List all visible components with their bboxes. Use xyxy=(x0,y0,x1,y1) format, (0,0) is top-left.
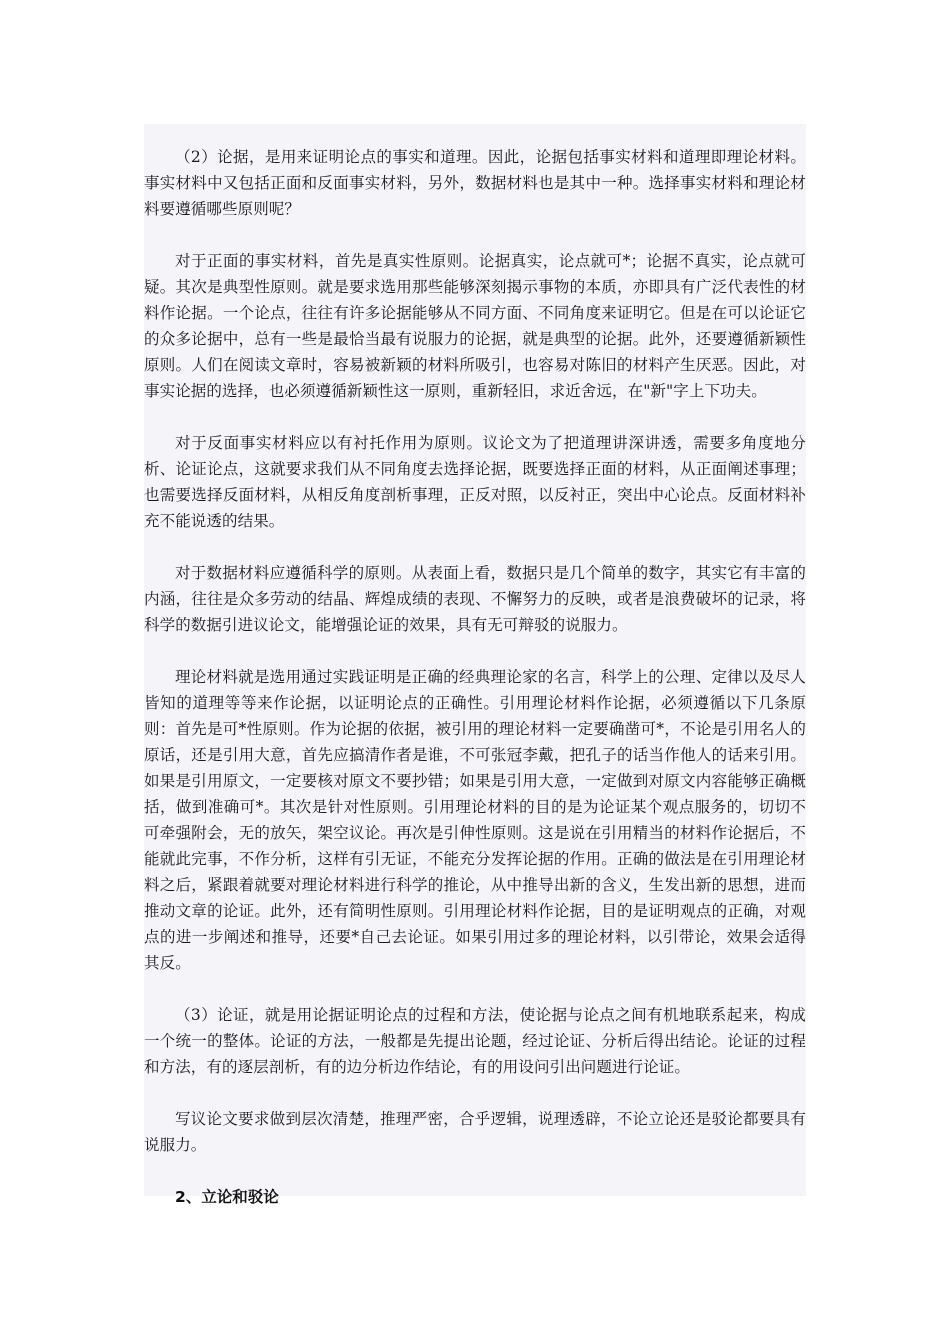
paragraph-arguments-definition: （2）论据，是用来证明论点的事实和道理。因此，论据包括事实材料和道理即理论材料。事实材料中又包括正面和反面事实材料，另外，数据材料也是其中一种。选择事实材料和理论材料要遵循哪些原则呢？ xyxy=(144,148,806,218)
paragraph-positive-facts: 对于正面的事实材料，首先是真实性原则。论据真实，论点就可*；论据不真实，论点就可疑。其次是典型性原则。就是要求选用那些能够深刻揭示事物的本质，亦即具有广泛代表性的材料作论据。一个论点，往往有许多论据能够从不同方面、不同角度来证明它。但是在可以论证它的众多论据中，总有一些是最恰当最有说服力的论据，就是典型的论据。此外，还要遵循新颖性原则。人们在阅读文章时，容易被新颖的材料所吸引，也容易对陈旧的材料产生厌恶。因此，对事实论据的选择，也必须遵循新颖性这一原则，重新轻旧，求近舍远，在"新"字上下功夫。 xyxy=(144,252,806,400)
paragraph-theory-materials: 理论材料就是选用通过实践证明是正确的经典理论家的名言，科学上的公理、定律以及尽人皆知的道理等等来作论据，以证明论点的正确性。引用理论材料作论据，必须遵循以下几条原则：首先是可*性原则。作为论据的依据，被引用的理论材料一定要确凿可*，不论是引用名人的原话，还是引用大意，首先应搞清作者是谁，不可张冠李戴，把孔子的话当作他人的话来引用。如果是引用原文，一定要核对原文不要抄错；如果是引用大意，一定做到对原文内容能够正确概括，做到准确可*。其次是针对性原则。引用理论材料的目的是为论证某个观点服务的，切切不可牵强附会，无的放矢，架空议论。再次是引伸性原则。这是说在引用精当的材料作论据后，不能就此完事，不作分析，这样有引无证，不能充分发挥论据的作用。正确的做法是在引用理论材料之后，紧跟着就要对理论材料进行科学的推论，从中推导出新的含义，生发出新的思想，进而推动文章的论证。此外，还有简明性原则。引用理论材料作论据，目的是证明观点的正确，对观点的进一步阐述和推导，还要*自己去论证。如果引用过多的理论材料，以引带论，效果会适得其反。 xyxy=(144,668,806,972)
paragraph-data-materials: 对于数据材料应遵循科学的原则。从表面上看，数据只是几个简单的数字，其实它有丰富的内涵，往往是众多劳动的结晶、辉煌成绩的表现、不懈努力的反映，或者是浪费破坏的记录，将科学的数据引进议论文，能增强论证的效果，具有无可辩驳的说服力。 xyxy=(144,564,806,634)
paragraph-negative-facts: 对于反面事实材料应以有衬托作用为原则。议论文为了把道理讲深讲透，需要多角度地分析、论证论点，这就要求我们从不同角度去选择论据，既要选择正面的材料，从正面阐述事理；也需要选择反面材料，从相反角度剖析事理，正反对照，以反衬正，突出中心论点。反面材料补充不能说透的结果。 xyxy=(144,434,806,530)
section-heading: 2、立论和驳论 xyxy=(175,1188,279,1206)
text-panel xyxy=(144,124,806,1206)
paragraph-writing-requirements: 写议论文要求做到层次清楚，推理严密，合乎逻辑，说理透辟，不论立论还是驳论都要具有说服力。 xyxy=(144,1110,806,1154)
paragraph-argumentation: （3）论证，就是用论据证明论点的过程和方法，使论据与论点之间有机地联系起来，构成一个统一的整体。论证的方法，一般都是先提出论题，经过论证、分析后得出结论。论证的过程和方法，有的逐层剖析，有的边分析边作结论，有的用设问引出问题进行论证。 xyxy=(144,1006,806,1076)
